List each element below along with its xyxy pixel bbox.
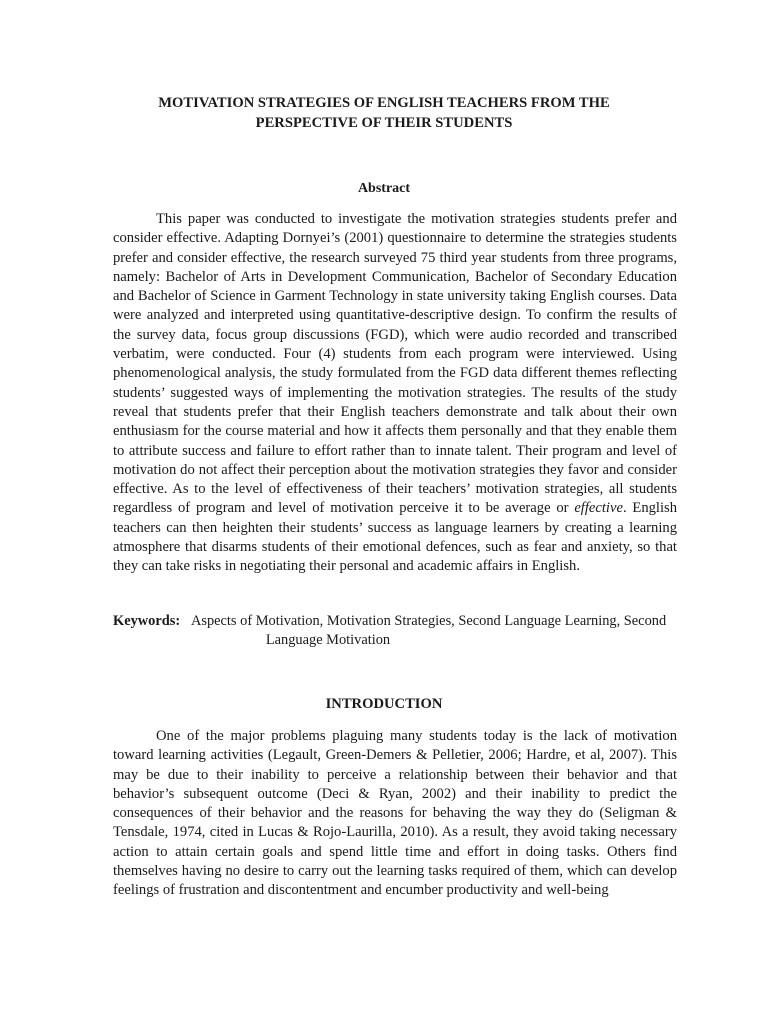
abstract-emphasis: effective	[574, 500, 623, 517]
keywords-list-line2: Language Motivation	[265, 632, 391, 648]
abstract-heading: Abstract	[357, 181, 411, 196]
introduction-paragraph: One of the major problems plaguing many students today is the lack of motivation toward learning activities (Legault, Green-Demers & Pelletier, 2006; Hardre, et al, 2007). This may be due to their inability to perceive a relationship between their behavior and that behavior’s subsequent outcome (Deci & Ryan, 2002) and their inability to predict the consequences of their behavior and the reasons for behaving the way they do (Seligman & Tensdale, 1974, cited in Lucas & Rojo-Laurilla, 2010). As a result, they avoid taking necessary action to attain certain goals and spend little time and effort in doing tasks. Others find themselves having no desire to carry out the learning tasks required of them, which can develop feelings of frustration and discontentment and encumber productivity and well-being	[113, 728, 677, 899]
keywords-list-line1: Aspects of Motivation, Motivation Strategies, Second Language Learning, Second	[190, 613, 667, 629]
abstract-text-part2: . English teachers can then heighten their students’ success as language learners by creating a learning atmosphere that disarms students of their emotional defences, such as fear and anxiety, so that they can take risks in negotiating their personal and academic affairs in English.	[113, 500, 677, 575]
abstract-paragraph	[113, 210, 677, 577]
keywords-label: Keywords:	[113, 613, 181, 629]
paper-title: MOTIVATION STRATEGIES OF ENGLISH TEACHERS FROM THE PERSPECTIVE OF THEIR STUDENTS	[158, 95, 610, 131]
introduction-heading: INTRODUCTION	[325, 696, 443, 712]
keywords-line	[113, 612, 673, 631]
abstract-text-part1: This paper was conducted to investigate the motivation strategies students prefer and consider effective. Adapting Dornyei’s (2001) questionnaire to determine the strategies students prefer and consider effective, the research surveyed 75 third year students from three programs, namely: Bachelor of Arts in Development Communication, Bachelor of Secondary Education and Bachelor of Science in Garment Technology in state university taking English courses. Data were analyzed and interpreted using quantitative-descriptive design. To confirm the results of the survey data, focus group discussions (FGD), which were audio recorded and transcribed verbatim, were conducted. Four (4) students from each program were interviewed. Using phenomenological analysis, the study formulated from the FGD data different themes reflecting students’ suggested ways of implementing the motivation strategies. The results of the study reveal that students prefer that their English teachers demonstrate and talk about their own enthusiasm for the course material and how it affects them personally and that they enable them to attribute success and failure to effort rather than to innate talent. Their program and level of motivation do not affect their perception about the motivation strategies they favor and consider effective. As to the level of effectiveness of their teachers’ motivation strategies, all students regardless of program and level of motivation perceive it to be average or	[113, 211, 677, 517]
